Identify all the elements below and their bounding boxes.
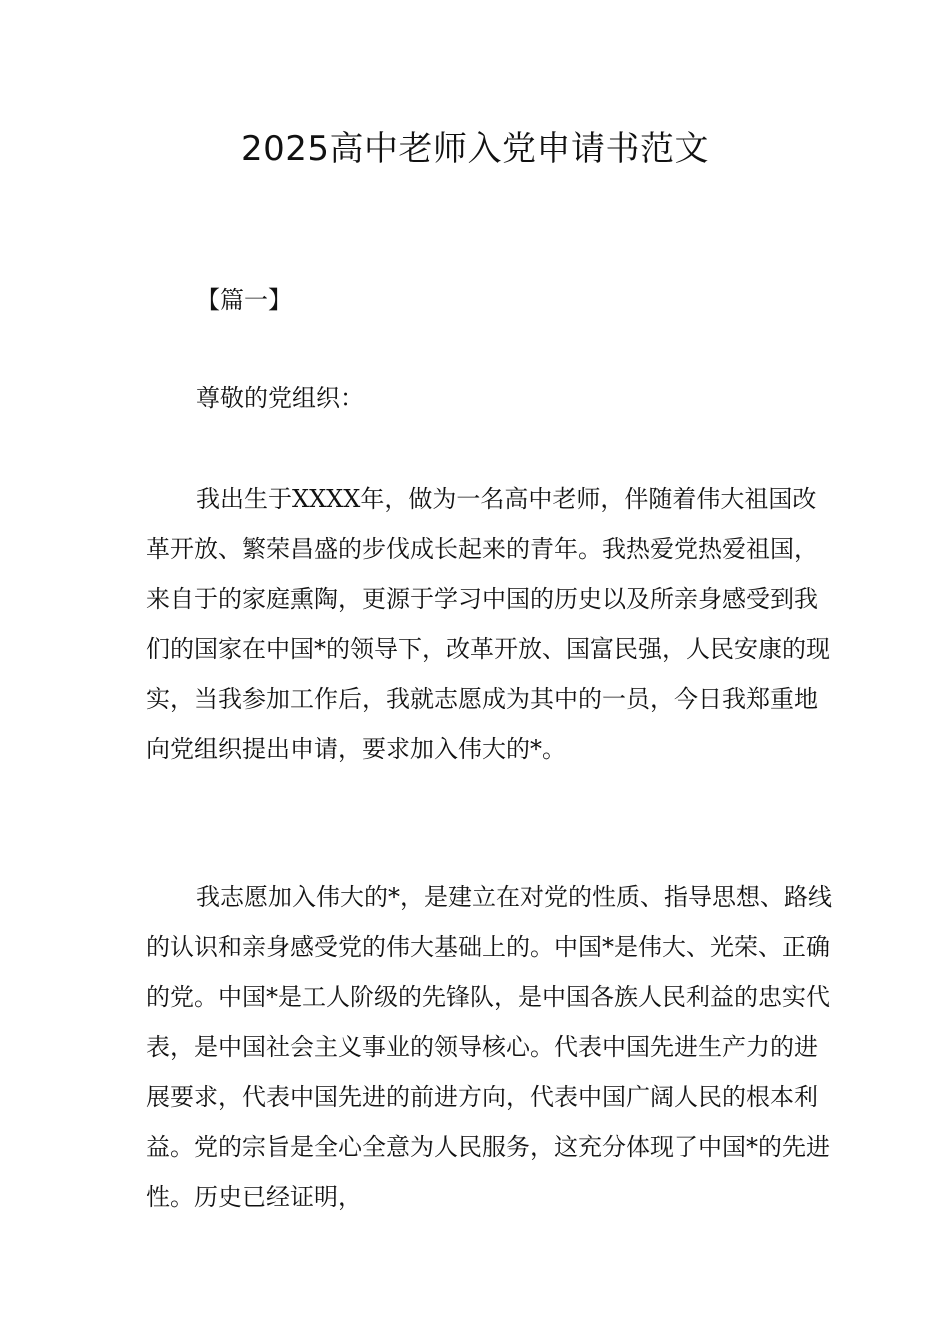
body-paragraph-1: 我出生于XXXX年，做为一名高中老师，伴随着伟大祖国改革开放、繁荣昌盛的步伐成长起来的青年。我热爱党热爱祖国，来自于的家庭熏陶，更源于学习中国的历史以及所亲身感受到我们的国家在中国*的领导下，改革开放、国富民强，人民安康的现实，当我参加工作后，我就志愿成为其中的一员，今日我郑重地向党组织提出申请，要求加入伟大的*。: [146, 485, 830, 763]
document-title: 2025高中老师入党申请书范文: [240, 129, 710, 169]
section-label: 【篇一】: [196, 286, 292, 314]
salutation: 尊敬的党组织：: [196, 384, 364, 412]
body-paragraph-2: 我志愿加入伟大的*，是建立在对党的性质、指导思想、路线的认识和亲身感受党的伟大基础上的。中国*是伟大、光荣、正确的党。中国*是工人阶级的先锋队，是中国各族人民利益的忠实代表，是中国社会主义事业的领导核心。代表中国先进生产力的进展要求，代表中国先进的前进方向，代表中国广阔人民的根本利益。党的宗旨是全心全意为人民服务，这充分体现了中国*的先进性。历史已经证明，: [146, 883, 832, 1211]
